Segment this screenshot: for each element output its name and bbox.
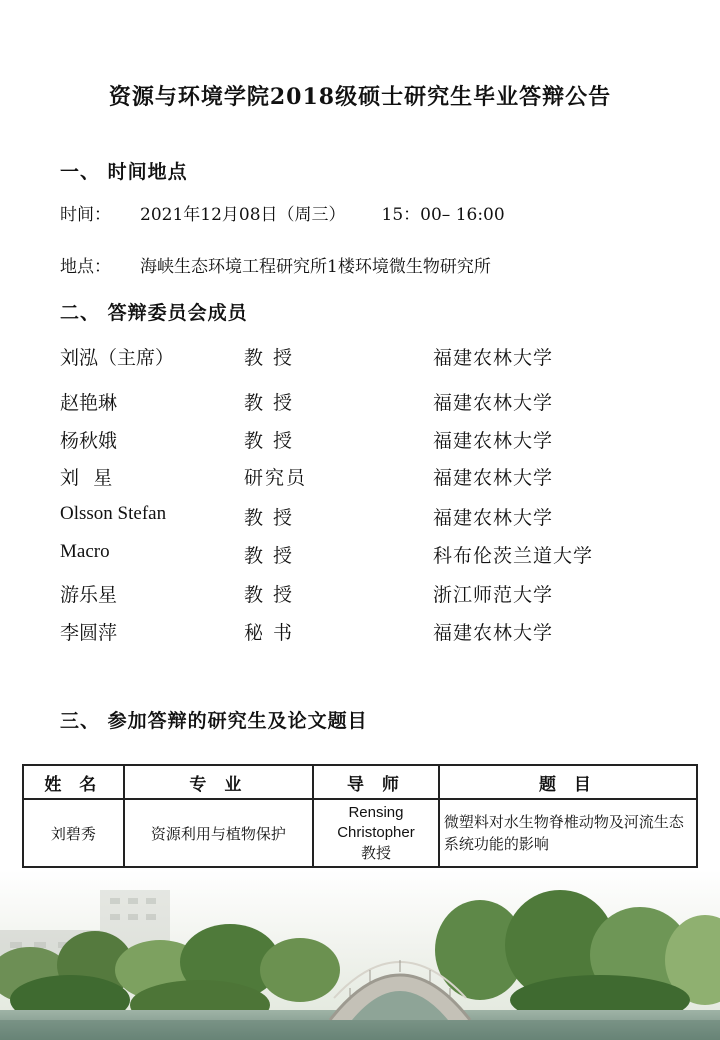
committee-member-row (60, 463, 680, 493)
member-organization: 福建农林大学 (433, 430, 554, 452)
thesis-topic: 微塑料对水生物脊椎动物及河流生态系统功能的影响 (439, 799, 697, 867)
member-organization: 福建农林大学 (433, 622, 554, 644)
member-name: Olsson Stefan (60, 503, 167, 524)
advisor-given-name: Rensing (348, 804, 404, 821)
campus-landscape-photo (0, 870, 720, 1040)
member-title: 教 授 (244, 507, 295, 529)
member-title: 研究员 (244, 467, 308, 489)
member-name: Macro (60, 541, 110, 562)
member-title: 教 授 (244, 347, 295, 369)
defense-table (22, 764, 698, 868)
committee-member-row (60, 541, 680, 571)
committee-member-row (60, 503, 680, 533)
member-name: 游乐星 (60, 585, 118, 606)
member-title: 教 授 (244, 545, 295, 567)
students-heading: 三、 参加答辩的研究生及论文题目 (60, 710, 368, 732)
column-header-advisor: 导 师 (313, 765, 439, 799)
column-header-major: 专 业 (124, 765, 313, 799)
place-value: 海峡生态环境工程研究所1楼环境微生物研究所 (140, 257, 491, 277)
time-range: 15：00– 16:00 (381, 205, 505, 225)
page-title: 资源与环境学院2018级硕士研究生毕业答辩公告 (108, 84, 612, 110)
member-name: 赵艳琳 (60, 393, 118, 414)
member-organization: 福建农林大学 (433, 347, 554, 369)
time-line (60, 200, 505, 225)
section-time-place-heading: 一、 时间地点 (60, 161, 188, 183)
committee-member-row (60, 618, 680, 648)
table-row (23, 799, 697, 867)
time-date: 2021年12月08日（周三） (140, 205, 346, 225)
member-organization: 科布伦茨兰道大学 (433, 545, 594, 567)
member-name: 刘泓（主席） (60, 348, 175, 369)
table-header-row (23, 765, 697, 799)
member-title: 教 授 (244, 392, 295, 414)
student-advisor (313, 799, 439, 867)
member-title: 秘 书 (244, 622, 295, 644)
committee-member-row (60, 388, 680, 418)
committee-member-row (60, 426, 680, 456)
member-name: 杨秋娥 (60, 431, 118, 452)
committee-member-row (60, 580, 680, 610)
member-organization: 福建农林大学 (433, 507, 554, 529)
student-major: 资源利用与植物保护 (124, 799, 313, 867)
advisor-rank: 教授 (360, 844, 391, 862)
advisor-family-name: Christopher (337, 824, 415, 841)
member-organization: 浙江师范大学 (433, 584, 554, 606)
committee-member-row (60, 343, 680, 373)
student-name: 刘碧秀 (23, 799, 124, 867)
place-label: 地点： (60, 257, 111, 277)
member-title: 教 授 (244, 430, 295, 452)
member-name: 刘 星 (60, 468, 113, 489)
place-line (60, 252, 491, 277)
member-title: 教 授 (244, 584, 295, 606)
committee-heading: 二、 答辩委员会成员 (60, 302, 248, 324)
member-organization: 福建农林大学 (433, 467, 554, 489)
member-organization: 福建农林大学 (433, 392, 554, 414)
time-label: 时间： (60, 205, 111, 225)
campus-landscape-illustration (0, 870, 720, 1040)
member-name: 李圆萍 (60, 623, 118, 644)
column-header-name: 姓 名 (23, 765, 124, 799)
column-header-topic: 题 目 (439, 765, 697, 799)
